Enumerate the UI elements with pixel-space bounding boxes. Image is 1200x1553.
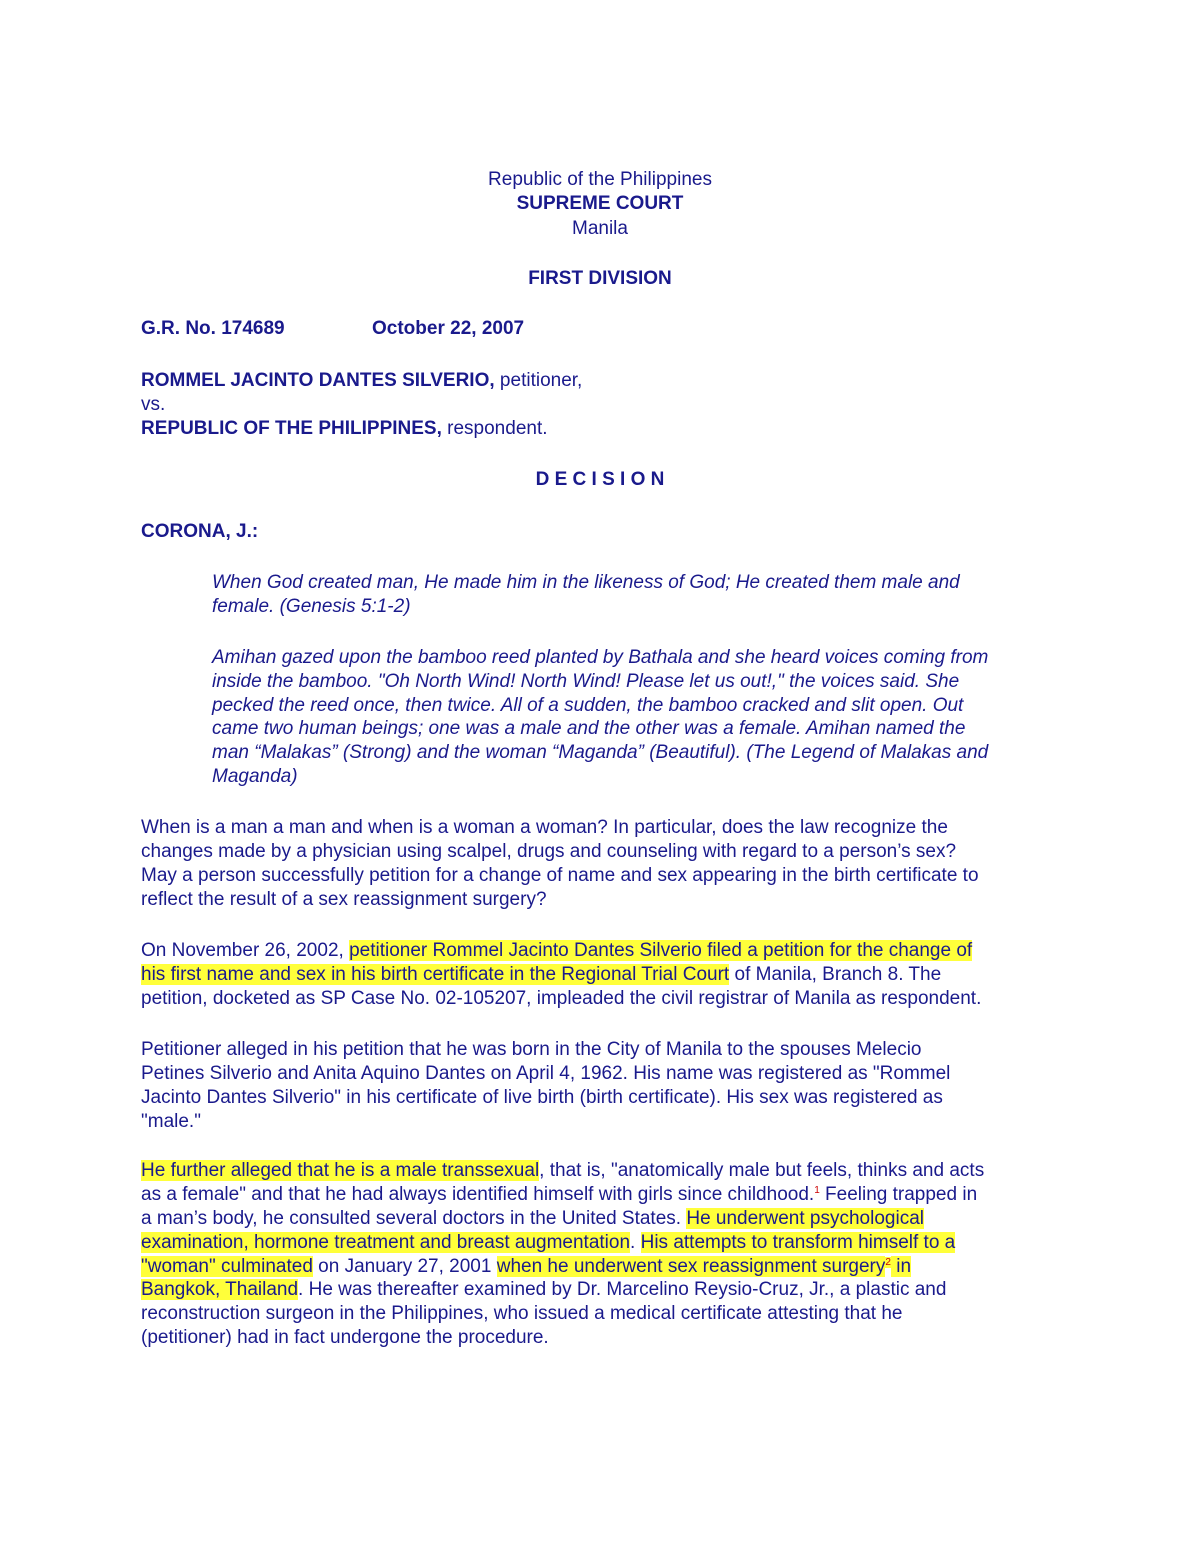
highlighted-text: He underwent psychological: [686, 1208, 924, 1229]
gr-number: G.R. No. 174689: [141, 318, 285, 339]
paragraph-line: [141, 1278, 946, 1302]
versus-text: vs.: [141, 394, 166, 415]
paragraph-line: [141, 963, 941, 987]
epigraph-line: female. (Genesis 5:1-2): [212, 596, 411, 617]
paragraph-line: May a person successfully petition for a change of name and sex appearing in the birth certificate to: [141, 865, 979, 886]
highlighted-text: Bangkok, Thailand: [141, 1279, 299, 1300]
epigraph-line: inside the bamboo. "Oh North Wind! North Wind! Please let us out!," the voices said. She: [212, 671, 960, 692]
highlighted-text: His attempts to transform himself to a: [640, 1232, 956, 1253]
text-run: .: [630, 1232, 641, 1253]
respondent-role: respondent.: [441, 418, 548, 439]
decision-date: October 22, 2007: [372, 318, 525, 339]
paragraph-line: [141, 1159, 984, 1183]
ponente: CORONA, J.:: [141, 521, 259, 542]
petitioner-line: [141, 369, 582, 393]
highlighted-text: when he underwent sex reassignment surgery: [496, 1256, 886, 1277]
text-run: On November 26, 2002,: [141, 940, 350, 961]
epigraph-line: When God created man, He made him in the likeness of God; He created them male and: [212, 572, 960, 593]
paragraph-line: When is a man a man and when is a woman a woman? In particular, does the law recognize the: [141, 817, 948, 838]
text-run: of Manila, Branch 8. The: [729, 964, 942, 985]
highlighted-text: "woman" culminated: [141, 1256, 313, 1277]
petitioner-role: petitioner,: [494, 370, 583, 391]
epigraph-line: Amihan gazed upon the bamboo reed planted by Bathala and she heard voices coming from: [212, 647, 989, 668]
highlighted-text: in: [890, 1256, 912, 1277]
text-run: a man’s body, he consulted several doctors in the United States.: [141, 1208, 687, 1229]
text-run: . He was thereafter examined by Dr. Marcelino Reysio-Cruz, Jr., a plastic and: [298, 1279, 947, 1300]
paragraph-line: [141, 939, 972, 963]
paragraph-line: [141, 1231, 955, 1255]
respondent-name: REPUBLIC OF THE PHILIPPINES,: [141, 418, 442, 439]
footnote-2-link[interactable]: 2: [885, 1257, 891, 1268]
text-run: as a female" and that he had always identified himself with girls since childhood.: [141, 1184, 815, 1205]
paragraph-line: reflect the result of a sex reassignment surgery?: [141, 889, 547, 910]
paragraph-line: Jacinto Dantes Silverio" in his certificate of live birth (birth certificate). His sex was registered as: [141, 1087, 943, 1108]
court-heading: SUPREME COURT: [516, 193, 684, 214]
epigraph-line: man “Malakas” (Strong) and the woman “Maganda” (Beautiful). (The Legend of Malakas and: [212, 742, 989, 763]
highlighted-text: his first name and sex in his birth certificate in the Regional Trial Court: [141, 964, 730, 985]
paragraph-line: [141, 1255, 911, 1279]
petitioner-name: ROMMEL JACINTO DANTES SILVERIO,: [141, 370, 495, 391]
city-heading: Manila: [572, 218, 628, 239]
text-run: on January 27, 2001: [312, 1256, 497, 1277]
footnote-1-link[interactable]: 1: [814, 1185, 820, 1196]
paragraph-line: petition, docketed as SP Case No. 02-105207, impleaded the civil registrar of Manila as respondent.: [141, 988, 982, 1009]
epigraph-line: pecked the reed once, then twice. All of a sudden, the bamboo cracked and slit open. Out: [212, 695, 964, 716]
division-heading: FIRST DIVISION: [528, 268, 672, 289]
highlighted-text: petitioner Rommel Jacinto Dantes Silverio filed a petition for the change of: [349, 940, 973, 961]
paragraph-line: Petitioner alleged in his petition that he was born in the City of Manila to the spouses Melecio: [141, 1039, 922, 1060]
respondent-line: [141, 417, 548, 441]
highlighted-text: examination, hormone treatment and breast augmentation: [141, 1232, 631, 1253]
epigraph-line: came two human beings; one was a male and the other was a female. Amihan named the: [212, 718, 966, 739]
republic-heading: Republic of the Philippines: [488, 169, 712, 190]
decision-title: D E C I S I O N: [535, 469, 665, 490]
text-run: , that is, "anatomically male but feels, thinks and acts: [539, 1160, 985, 1181]
paragraph-line: [141, 1207, 924, 1231]
paragraph-line: (petitioner) had in fact undergone the procedure.: [141, 1327, 549, 1348]
text-run: Feeling trapped in: [819, 1184, 978, 1205]
paragraph-line: Petines Silverio and Anita Aquino Dantes on April 4, 1962. His name was registered as "Rommel: [141, 1063, 951, 1084]
paragraph-line: changes made by a physician using scalpel, drugs and counseling with regard to a person’s sex?: [141, 841, 957, 862]
highlighted-text: He further alleged that he is a male transsexual: [141, 1160, 540, 1181]
epigraph-line: Maganda): [212, 766, 298, 787]
paragraph-line: "male.": [141, 1111, 201, 1132]
paragraph-line: [141, 1183, 977, 1207]
paragraph-line: reconstruction surgeon in the Philippines, who issued a medical certificate attesting that he: [141, 1303, 903, 1324]
